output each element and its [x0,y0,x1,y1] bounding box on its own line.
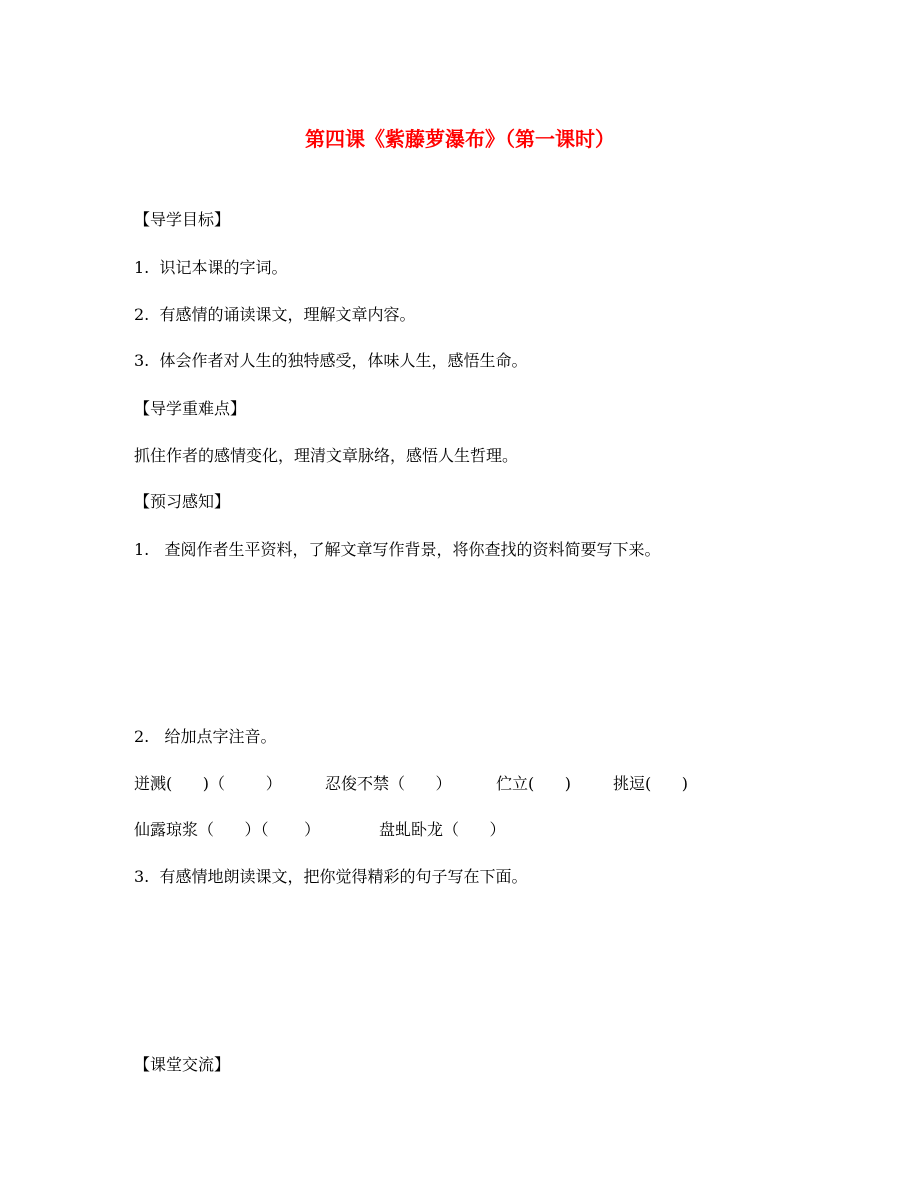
pinyin-item-bengjian: 迸溅( )（ ） [134,774,282,793]
pinyin-item-panqiuwolong: 盘虬卧龙（ ） [379,820,506,839]
objective-item-2: 2. 有感情的诵读课文，理解文章内容。 [134,305,416,324]
objectives-heading: 【导学目标】 [134,210,231,229]
objective-item-1: 1. 识记本课的字词。 [134,258,288,277]
preview-question-1: 1. 查阅作者生平资料，了解文章写作背景，将你查找的资料简要写下来。 [134,540,661,559]
key-points-heading: 【导学重难点】 [134,399,247,418]
pinyin-item-tiaodou: 挑逗( ) [613,774,689,793]
preview-question-3: 3. 有感情地朗读课文，把你觉得精彩的句子写在下面。 [134,867,528,886]
pinyin-item-zhuli: 伫立( ) [496,774,572,793]
preview-heading: 【预习感知】 [134,492,231,511]
page-title: 第四课《紫藤萝瀑布》（第一课时） [305,127,615,151]
objective-item-3: 3. 体会作者对人生的独特感受，体味人生，感悟生命。 [134,351,528,370]
key-points-text: 抓住作者的感情变化，理清文章脉络，感悟人生哲理。 [134,446,519,465]
pinyin-item-xianluqiongjiang: 仙露琼浆（ ）（ ） [134,820,321,839]
pinyin-row-1 [134,774,734,794]
preview-question-2: 2. 给加点字注音。 [134,727,277,746]
classroom-heading: 【课堂交流】 [134,1055,231,1074]
pinyin-row-2 [134,820,734,840]
pinyin-item-renjunbujin: 忍俊不禁（ ） [325,774,452,793]
